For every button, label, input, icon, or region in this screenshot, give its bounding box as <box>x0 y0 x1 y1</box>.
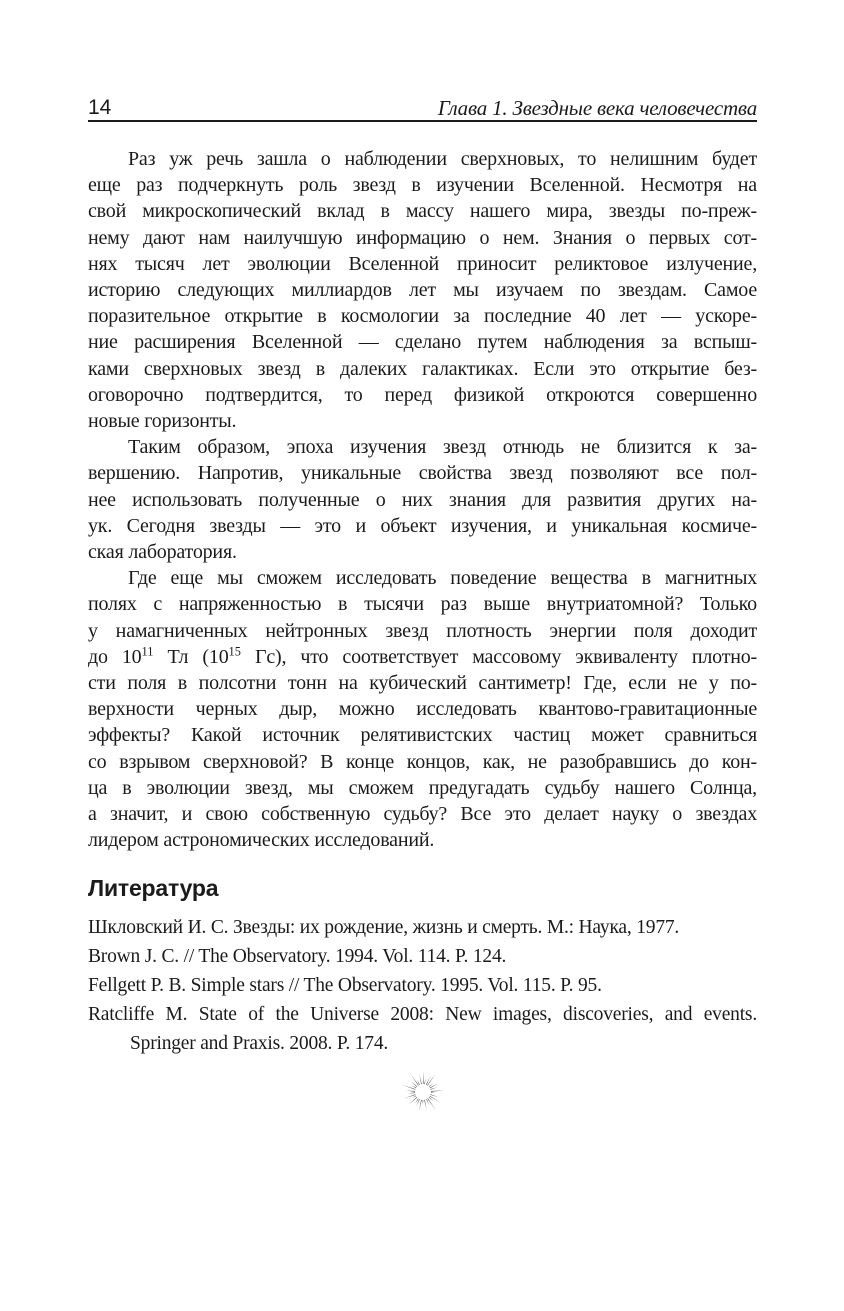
text-line: Раз уж речь зашла о наблюдении сверхновых, то нелишним будет <box>128 148 757 170</box>
section-heading-literature: Литература <box>88 875 219 902</box>
text-line: сти поля в полсотни тонн на кубический сантиметр! Где, если не у по- <box>88 672 757 695</box>
chapter-title: Глава 1. Звездные века человечества <box>437 96 757 120</box>
running-header <box>88 94 757 122</box>
text-line: полях с напряженностью в тысячи раз выше внутриатомной? Только <box>88 593 757 616</box>
text-line: еще раз подчеркнуть роль звезд в изучении Вселенной. Несмотря на <box>88 174 757 197</box>
sunburst-ornament-icon <box>397 1066 449 1118</box>
bibliography-line: Brown J. C. // The Observatory. 1994. Vol. 114. P. 124. <box>88 946 507 968</box>
text-line: ская лаборатория. <box>88 541 237 564</box>
bibliography-entry <box>88 1000 757 1058</box>
ornament-container <box>88 1066 757 1118</box>
text-line: оговорочно подтвердится, то перед физикой откроются совершенно <box>88 383 757 406</box>
text-line: нях тысяч лет эволюции Вселенной приносит реликтовое излучение, <box>88 252 757 275</box>
paragraph <box>88 434 757 565</box>
bibliography-entry <box>88 913 757 942</box>
paragraph <box>88 146 757 434</box>
text-line: свой микроскопический вклад в массу нашего мира, звезды по-преж- <box>88 200 757 223</box>
bibliography-list <box>88 913 757 1058</box>
bibliography-line: Ratcliffe M. State of the Universe 2008: New images, discoveries, and events. <box>88 1004 757 1026</box>
text-line: до $10^{11}$ Тл ($10^{15}$ Гс), что соответствует массовому эквиваленту плотно- <box>88 644 757 668</box>
text-line: эффекты? Какой источник релятивистских частиц может сравниться <box>88 724 757 747</box>
text-line: Где еще мы сможем исследовать поведение вещества в магнитных <box>128 567 757 590</box>
text-line: Таким образом, эпоха изучения звезд отнюдь не близится к за- <box>128 436 757 459</box>
text-line: лидером астрономических исследований. <box>88 829 435 852</box>
text-line: историю следующих миллиардов лет мы изучаем по звездам. Самое <box>88 279 757 302</box>
page-number: 14 <box>88 96 112 119</box>
text-line: ца в эволюции звезд, мы сможем предугадать судьбу нашего Солнца, <box>88 776 757 799</box>
bibliography-line: Fellgett P. B. Simple stars // The Observatory. 1995. Vol. 115. P. 95. <box>88 975 602 997</box>
text-line: поразительное открытие в космологии за последние 40 лет — ускоре- <box>88 305 757 328</box>
bibliography-line: Springer and Praxis. 2008. P. 174. <box>130 1033 389 1055</box>
text-line: новые горизонты. <box>88 410 237 433</box>
bibliography-entry <box>88 971 757 1000</box>
text-line: ук. Сегодня звезды — это и объект изучения, и уникальная космиче- <box>88 514 757 537</box>
text-line: ние расширения Вселенной — сделано путем наблюдения за вспыш- <box>88 331 757 354</box>
page-content <box>88 0 757 1118</box>
bibliography-line: Шкловский И. С. Звезды: их рождение, жизнь и смерть. М.: Наука, 1977. <box>88 917 680 939</box>
bibliography-entry <box>88 942 757 971</box>
paragraph <box>88 565 757 853</box>
text-line: ками сверхновых звезд в далеких галактиках. Если это открытие без- <box>88 357 757 380</box>
body-text <box>88 146 757 853</box>
text-line: вершению. Напротив, уникальные свойства звезд позволяют все пол- <box>88 462 757 485</box>
text-line: нее использовать полученные о них знания для развития других на- <box>88 488 757 511</box>
text-line: верхности черных дыр, можно исследовать квантово-гравитационные <box>88 698 757 721</box>
text-line: нему дают нам наилучшую информацию о нем. Знания о первых сот- <box>88 226 757 249</box>
text-line: а значит, и свою собственную судьбу? Все это делает науку о звездах <box>88 803 757 826</box>
text-line: у намагниченных нейтронных звезд плотность энергии поля доходит <box>88 619 757 642</box>
text-line: со взрывом сверхновой? В конце концов, как, не разобравшись до кон- <box>88 750 757 773</box>
